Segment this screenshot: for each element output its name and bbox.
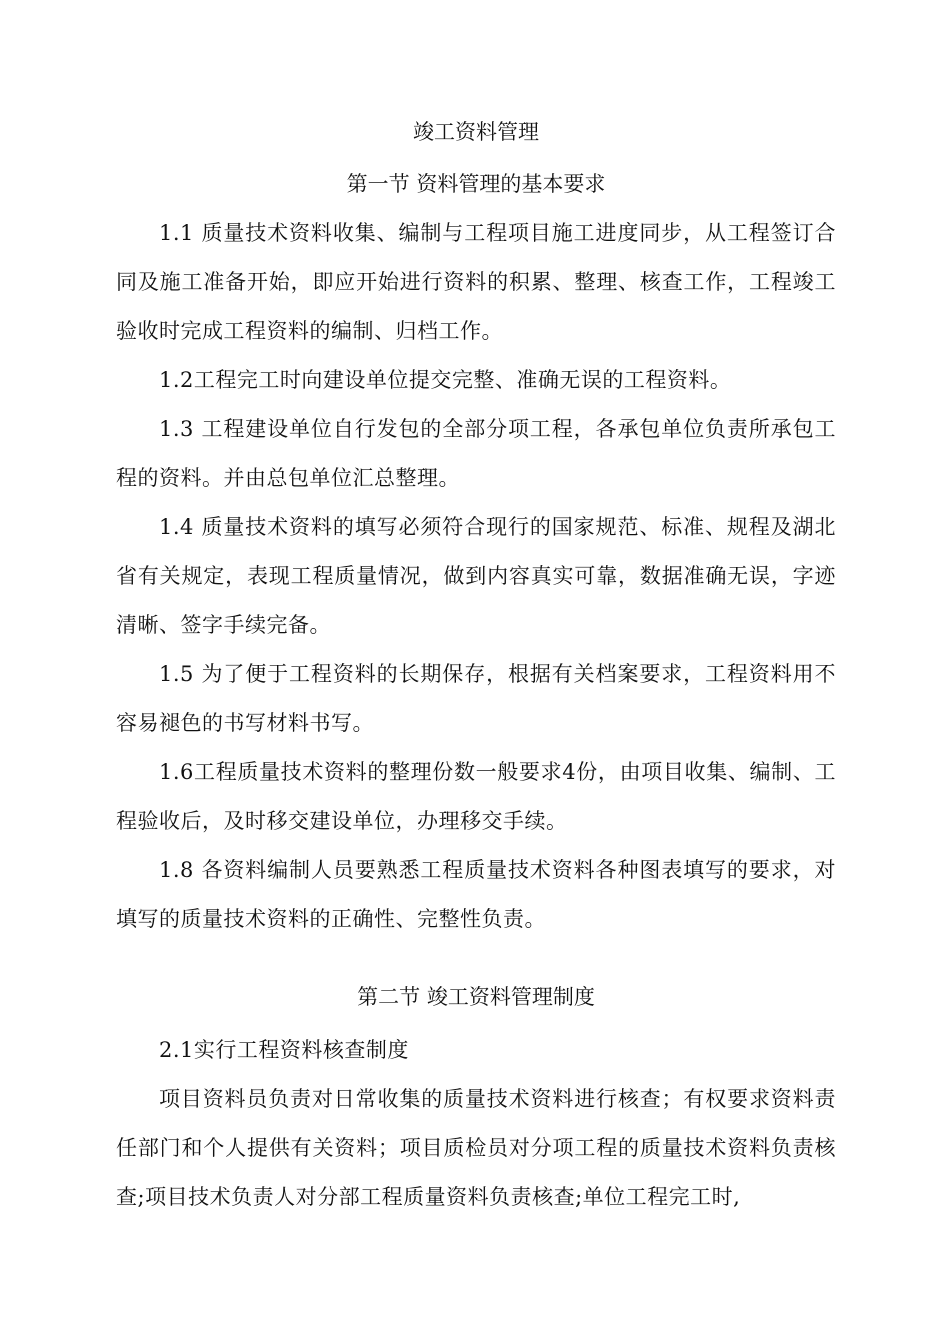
document-page	[116, 113, 836, 1222]
section-1-heading: 第一节 资料管理的基本要求	[346, 172, 606, 196]
paragraph-2-1-heading: 2.1实行工程资料核查制度	[159, 1038, 409, 1062]
paragraph-1-2: 1.2工程完工时向建设单位提交完整、准确无误的工程资料。	[159, 368, 732, 392]
paragraph-1-6: 1.6工程质量技术资料的整理份数一般要求4份，由项目收集、编制、工程验收后，及时移交建设单位，办理移交手续。	[116, 760, 836, 833]
paragraph-2-1-body: 项目资料员负责对日常收集的质量技术资料进行核查；有权要求资料责任部门和个人提供有关资料；项目质检员对分项工程的质量技术资料负责核查;项目技术负责人对分部工程质量资料负责核查;单位工程完工时,	[116, 1087, 836, 1209]
paragraph-1-1: 1.1 质量技术资料收集、编制与工程项目施工进度同步，从工程签订合同及施工准备开始，即应开始进行资料的积累、整理、核查工作，工程竣工验收时完成工程资料的编制、归档工作。	[116, 221, 836, 343]
paragraph-1-3: 1.3 工程建设单位自行发包的全部分项工程，各承包单位负责所承包工程的资料。并由总包单位汇总整理。	[116, 417, 836, 490]
paragraph-1-8: 1.8 各资料编制人员要熟悉工程质量技术资料各种图表填写的要求，对填写的质量技术资料的正确性、完整性负责。	[116, 858, 836, 931]
paragraph-1-5: 1.5 为了便于工程资料的长期保存，根据有关档案要求，工程资料用不容易褪色的书写材料书写。	[116, 662, 836, 735]
section-2-heading: 第二节 竣工资料管理制度	[357, 985, 595, 1009]
document-title: 竣工资料管理	[413, 120, 539, 144]
paragraph-1-4: 1.4 质量技术资料的填写必须符合现行的国家规范、标准、规程及湖北省有关规定，表现工程质量情况，做到内容真实可靠，数据准确无误，字迹清晰、签字手续完备。	[116, 515, 836, 637]
